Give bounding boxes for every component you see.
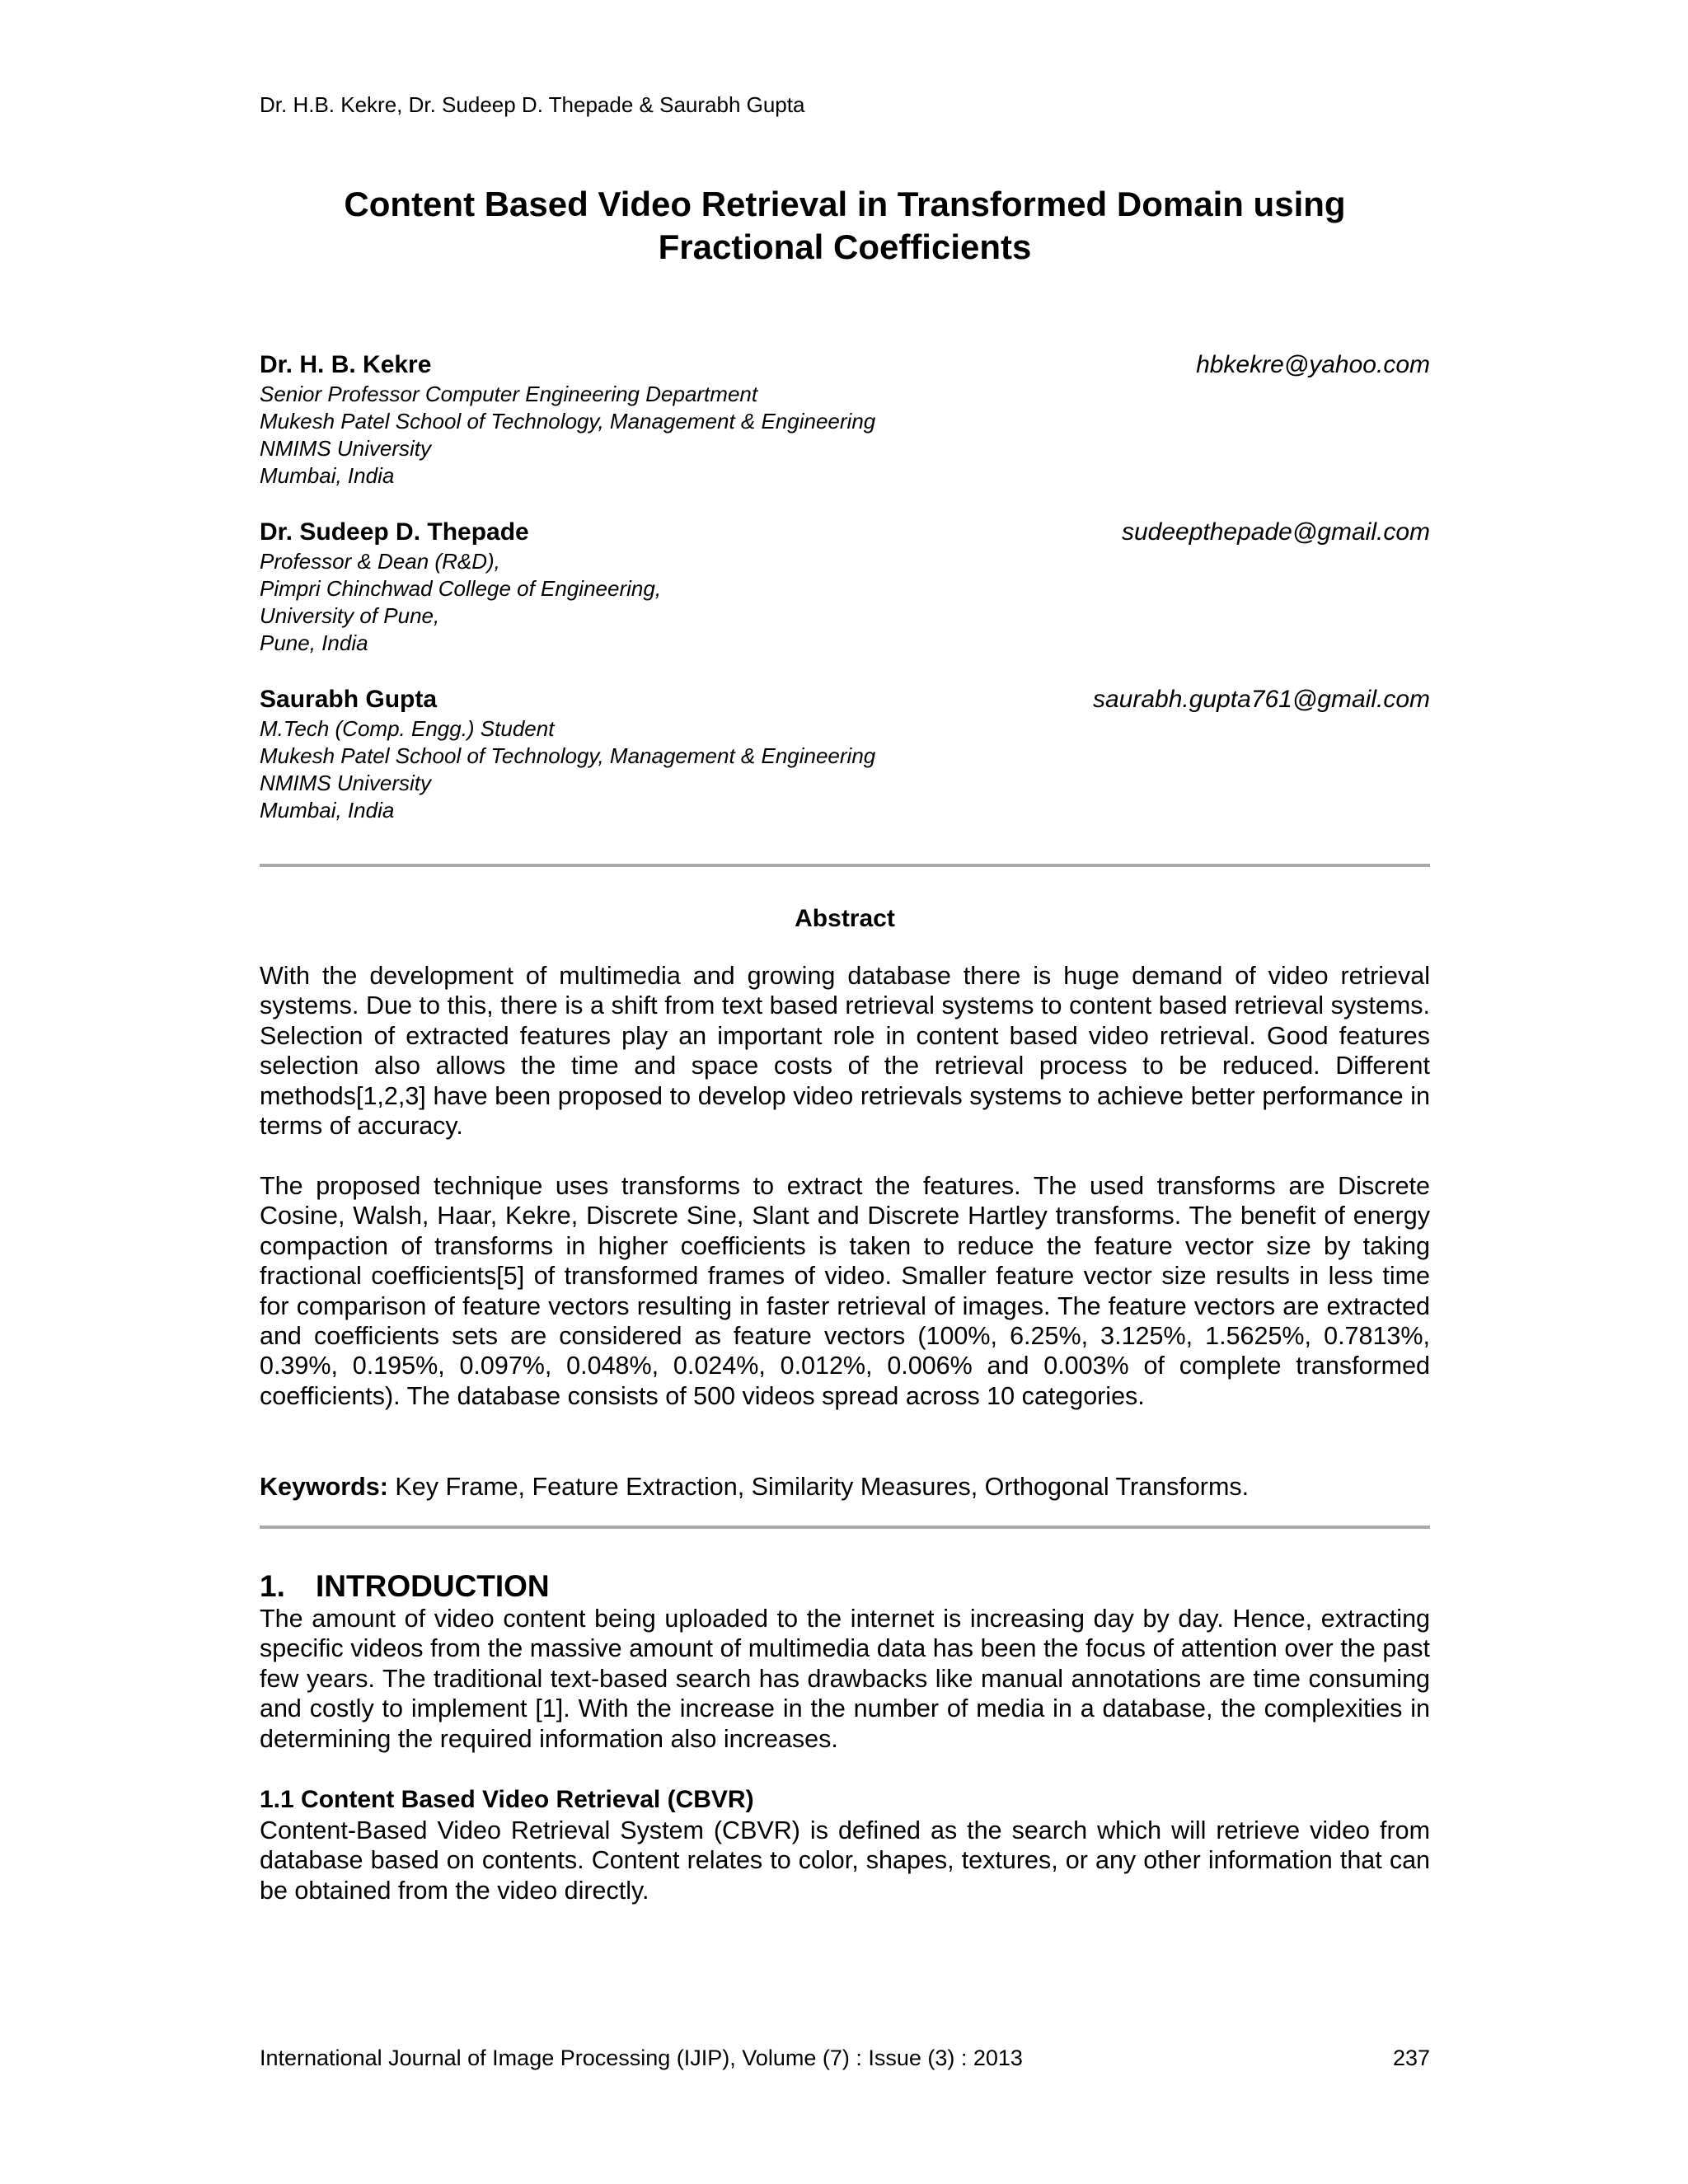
abstract-paragraph: The proposed technique uses transforms to extract the features. The used transforms are Discrete Cosine, Walsh, Haar, Kekre, Discrete Sine, Slant and Discrete Hartley transforms. The benefit of energy compaction of transforms in higher coefficients is taken to reduce the feature vector size by taking fractional coefficients[5] of transformed frames of video. Smaller feature vector size results in less time for comparison of feature vectors resulting in faster retrieval of images. The feature vectors are extracted and coefficients sets are considered as feature vectors (100%, 6.25%, 3.125%, 1.5625%, 0.7813%, 0.39%, 0.195%, 0.097%, 0.048%, 0.024%, 0.012%, 0.006% and 0.003% of complete transformed coefficients). The database consists of 500 videos spread across 10 categories.	[260, 1172, 1430, 1410]
author-email[interactable]: sudeepthepade@gmail.com	[1121, 518, 1430, 546]
affiliation-line: University of Pune,	[260, 603, 440, 628]
section-heading	[260, 1568, 550, 1605]
affiliation-line: Mukesh Patel School of Technology, Management & Engineering	[260, 743, 876, 768]
author-name: Dr. Sudeep D. Thepade	[260, 518, 529, 546]
affiliation-line: Pimpri Chinchwad College of Engineering,	[260, 576, 662, 601]
section-title: INTRODUCTION	[316, 1569, 550, 1603]
subsection-paragraph: Content-Based Video Retrieval System (CBVR) is defined as the search which will retrieve video from database based on contents. Content relates to color, shapes, textures, or any other information that can be obtained from the video directly.	[260, 1816, 1430, 1905]
author-name: Dr. H. B. Kekre	[260, 351, 432, 378]
author-block	[260, 349, 1430, 490]
affiliation-line: NMIMS University	[260, 771, 432, 795]
author-block	[260, 684, 1430, 824]
paper-title-line-1: Content Based Video Retrieval in Transformed Domain using	[344, 185, 1346, 223]
author-name: Saurabh Gupta	[260, 686, 438, 713]
divider	[260, 864, 1430, 867]
affiliation-line: M.Tech (Comp. Engg.) Student	[260, 716, 555, 741]
paper-title-line-2: Fractional Coefficients	[658, 227, 1032, 266]
keywords-text: Key Frame, Feature Extraction, Similarity Measures, Orthogonal Transforms.	[387, 1473, 1250, 1501]
abstract-paragraph: With the development of multimedia and growing database there is huge demand of video retrieval systems. Due to this, there is a shift from text based retrieval systems to content based retrieval systems. Selection of extracted features play an important role in content based video retrieval. Good features selection also allows the time and space costs of the retrieval process to be reduced. Different methods[1,2,3] have been proposed to develop video retrievals systems to achieve better performance in terms of accuracy.	[260, 962, 1430, 1141]
section-number: 1.	[260, 1569, 285, 1603]
paper-title	[260, 183, 1430, 269]
running-head: Dr. H.B. Kekre, Dr. Sudeep D. Thepade & Saurabh Gupta	[260, 92, 805, 117]
keywords-label: Keywords:	[260, 1473, 388, 1501]
page-number: 237	[1392, 2046, 1430, 2070]
affiliation-line: Mukesh Patel School of Technology, Management & Engineering	[260, 409, 876, 434]
footer-journal: International Journal of Image Processing (IJIP), Volume (7) : Issue (3) : 2013	[260, 2046, 1023, 2070]
subsection-heading: 1.1 Content Based Video Retrieval (CBVR)	[260, 1786, 754, 1813]
divider	[260, 1526, 1430, 1529]
abstract-heading: Abstract	[795, 905, 895, 932]
author-email[interactable]: hbkekre@yahoo.com	[1196, 351, 1430, 378]
affiliation-line: Senior Professor Computer Engineering Department	[260, 382, 758, 406]
affiliation-line: NMIMS University	[260, 436, 432, 461]
affiliation-line: Mumbai, India	[260, 798, 395, 823]
affiliation-line: Mumbai, India	[260, 463, 395, 488]
introduction-paragraph: The amount of video content being uploaded to the internet is increasing day by day. Hence, extracting specific videos from the massive amount of multimedia data has been the focus of attention over the past few years. The traditional text-based search has drawbacks like manual annotations are time consuming and costly to implement [1]. With the increase in the number of media in a database, the complexities in determining the required information also increases.	[260, 1605, 1430, 1753]
affiliation-line: Professor & Dean (R&D),	[260, 549, 500, 574]
affiliation-line: Pune, India	[260, 630, 368, 655]
author-email[interactable]: saurabh.gupta761@gmail.com	[1092, 686, 1430, 713]
keywords	[260, 1471, 1430, 1502]
author-block	[260, 517, 1430, 657]
